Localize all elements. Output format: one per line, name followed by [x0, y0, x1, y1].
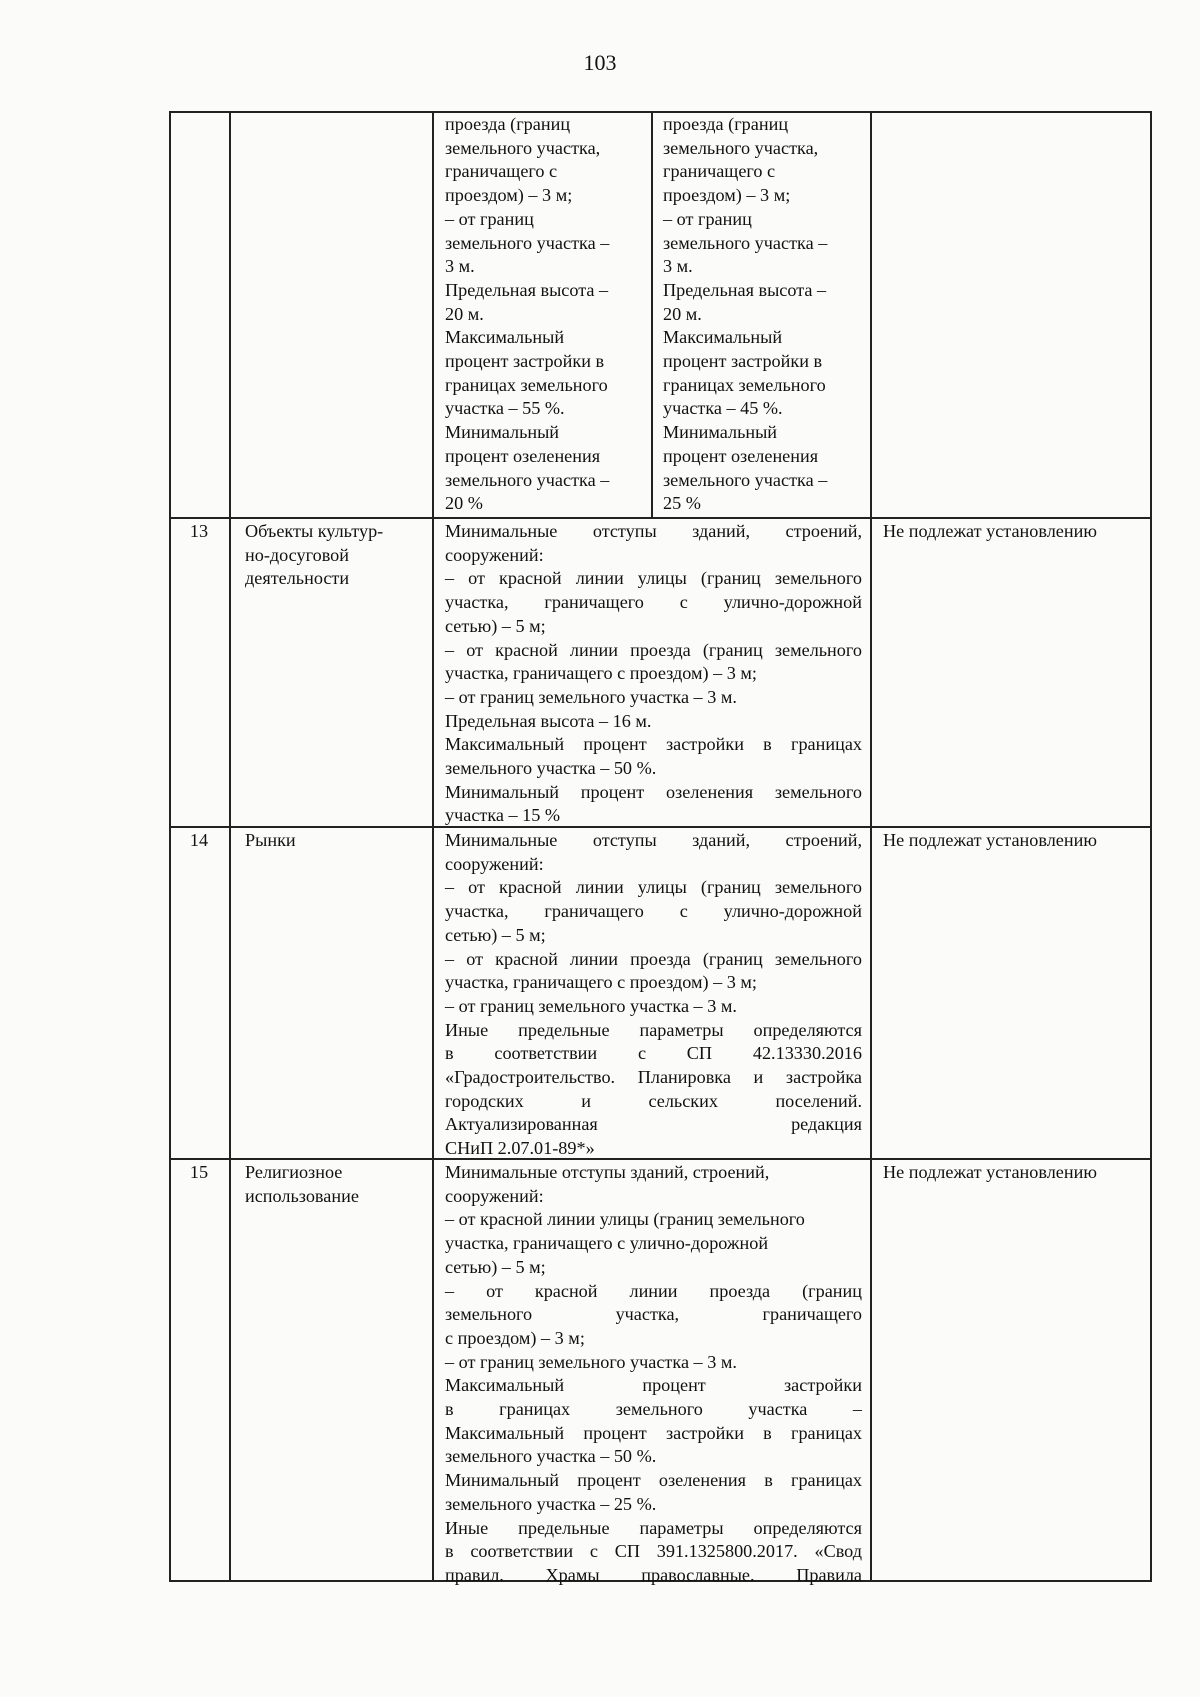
text-line: земельного участка – — [663, 232, 828, 253]
row-number: 14 — [189, 830, 209, 850]
text-line: Минимальный — [663, 422, 778, 443]
text-line: Максимальный процент застройки в границах — [445, 1422, 862, 1443]
row-number: 13 — [189, 521, 209, 541]
text-line: граничащего с — [445, 161, 558, 182]
column-divider — [870, 111, 872, 1582]
text-line: – от границ — [663, 208, 752, 229]
text-line: земельного участка, граничащего — [445, 1304, 862, 1325]
text-line: участка – 55 %. — [445, 398, 565, 419]
text-line: Минимальный процент озеленения земельного — [445, 781, 862, 802]
restrictions-cell: Не подлежат установлению — [883, 1162, 1097, 1182]
text-line: процент озеленения — [445, 445, 601, 466]
text-line: земельного участка, — [663, 137, 819, 158]
text-line: Минимальный — [445, 422, 560, 443]
text-line: 20 % — [445, 493, 483, 514]
text-line: Рынки — [245, 830, 296, 850]
text-line: сооружений: — [445, 853, 544, 874]
text-line: в границах земельного участка – — [445, 1399, 862, 1420]
text-line: правил. Храмы православные. Правила — [445, 1564, 862, 1585]
parameters-cell — [445, 520, 862, 828]
text-line: использование — [245, 1185, 359, 1206]
text-line: 25 % — [663, 493, 701, 514]
text-line: участка – 45 %. — [663, 398, 783, 419]
text-line: – от красной линии улицы (границ земельного — [445, 877, 862, 898]
text-line: Предельная высота – — [663, 279, 827, 300]
text-line: сооружений: — [445, 544, 544, 565]
text-line: участка, граничащего с проездом) – 3 м; — [445, 663, 757, 684]
text-line: участка, граничащего с улично-дорожной — [445, 1233, 769, 1254]
text-line: сетью) – 5 м; — [445, 615, 546, 636]
text-line: Иные предельные параметры определяются — [445, 1517, 862, 1538]
text-line: земельного участка – 50 %. — [445, 758, 657, 779]
text-line: процент озеленения — [663, 445, 819, 466]
use-type-name — [245, 520, 425, 591]
text-line: Минимальные отступы зданий, строений, — [445, 830, 862, 850]
text-line: Максимальный процент застройки — [445, 1375, 862, 1396]
text-line: СНиП 2.07.01-89*» — [445, 1138, 595, 1159]
text-line: – от границ земельного участка – 3 м. — [445, 1351, 737, 1372]
text-line: Объекты культур- — [245, 521, 384, 541]
text-line: процент застройки в — [663, 351, 823, 372]
parameters-cell — [445, 829, 862, 1161]
text-line: земельного участка – — [663, 469, 828, 490]
text-line: Религиозное — [245, 1162, 343, 1182]
text-line: но-досуговой — [245, 544, 350, 565]
text-line: участка, граничащего с улично-дорожной — [445, 592, 862, 613]
text-line: – от красной линии улицы (границ земельного — [445, 1209, 805, 1230]
row-divider — [169, 517, 1152, 519]
continuation-params-col4 — [663, 113, 863, 516]
row-number: 15 — [189, 1162, 209, 1182]
text-line: в соответствии с СП 391.1325800.2017. «Свод — [445, 1541, 862, 1562]
text-line: – от границ — [445, 208, 534, 229]
text-line: границах земельного — [445, 374, 608, 395]
text-line: – от границ земельного участка – 3 м. — [445, 686, 737, 707]
restrictions-cell: Не подлежат установлению — [883, 830, 1097, 850]
zoning-parameters-table — [169, 111, 1152, 1585]
text-line: Иные предельные параметры определяются — [445, 1019, 862, 1040]
text-line: проездом) – 3 м; — [663, 185, 791, 206]
continuation-params-col3 — [445, 113, 641, 516]
text-line: земельного участка – 25 %. — [445, 1493, 657, 1514]
text-line: 20 м. — [445, 303, 484, 324]
text-line: – от красной линии проезда (границ земельного — [445, 639, 862, 660]
use-type-name — [245, 1161, 425, 1208]
text-line: проезда (границ — [445, 114, 571, 134]
text-line: – от красной линии улицы (границ земельного — [445, 568, 862, 589]
text-line: проездом) – 3 м; — [445, 185, 573, 206]
text-line: сетью) – 5 м; — [445, 1256, 546, 1277]
text-line: – от красной линии проезда (границ земельного — [445, 948, 862, 969]
text-line: Предельная высота – 16 м. — [445, 710, 652, 731]
text-line: «Градостроительство. Планировка и застройка — [445, 1067, 862, 1088]
text-line: в соответствии с СП 42.13330.2016 — [445, 1043, 862, 1064]
table-border-right — [1150, 111, 1152, 1582]
column-divider — [229, 111, 231, 1582]
text-line: Актуализированная редакция — [445, 1114, 862, 1135]
text-line: – от красной линии проезда (границ — [445, 1280, 862, 1301]
text-line: Максимальный — [663, 327, 783, 348]
text-line: границах земельного — [663, 374, 826, 395]
text-line: 20 м. — [663, 303, 702, 324]
text-line: проезда (границ — [663, 114, 789, 134]
text-line: земельного участка – — [445, 469, 610, 490]
text-line: сетью) – 5 м; — [445, 924, 546, 945]
column-divider — [432, 111, 434, 1582]
text-line: земельного участка – — [445, 232, 610, 253]
text-line: участка – 15 % — [445, 805, 561, 826]
text-line: Максимальный — [445, 327, 565, 348]
text-line: 3 м. — [445, 256, 475, 277]
text-line: Предельная высота – — [445, 279, 609, 300]
column-divider — [651, 111, 653, 518]
text-line: Минимальные отступы зданий, строений, — [445, 521, 862, 541]
page-number: 103 — [583, 50, 617, 75]
text-line: Минимальный процент озеленения в границах — [445, 1470, 862, 1491]
text-line: процент застройки в — [445, 351, 605, 372]
text-line: Максимальный процент застройки в границах — [445, 734, 862, 755]
use-type-name — [245, 829, 425, 853]
text-line: деятельности — [245, 568, 350, 589]
text-line: участка, граничащего с улично-дорожной — [445, 901, 862, 922]
text-line: земельного участка, — [445, 137, 601, 158]
table-border-top — [169, 111, 1152, 113]
restrictions-cell: Не подлежат установлению — [883, 521, 1097, 541]
text-line: граничащего с — [663, 161, 776, 182]
text-line: с проездом) – 3 м; — [445, 1327, 585, 1348]
text-line: земельного участка – 50 %. — [445, 1446, 657, 1467]
text-line: сооружений: — [445, 1185, 544, 1206]
text-line: городских и сельских поселений. — [445, 1090, 862, 1111]
parameters-cell — [445, 1161, 862, 1588]
text-line: Минимальные отступы зданий, строений, — [445, 1162, 770, 1182]
text-line: 3 м. — [663, 256, 693, 277]
text-line: – от границ земельного участка – 3 м. — [445, 995, 737, 1016]
text-line: участка, граничащего с проездом) – 3 м; — [445, 972, 757, 993]
